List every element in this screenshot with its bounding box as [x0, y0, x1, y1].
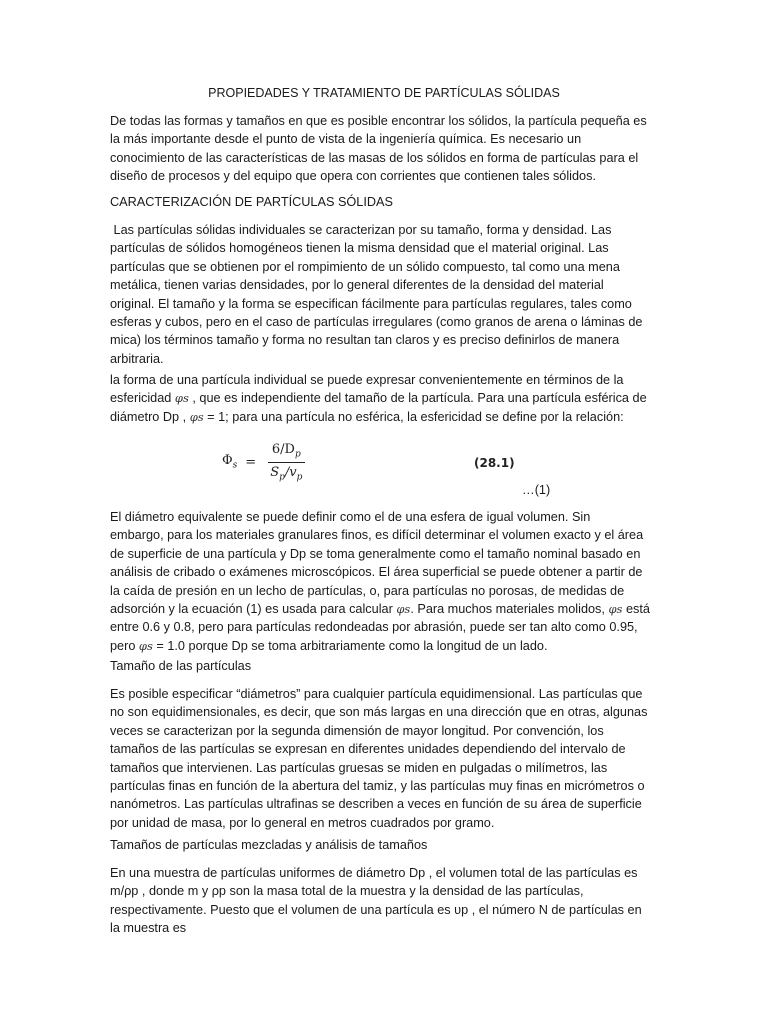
phi-symbol: Φ	[222, 453, 233, 469]
equation-number: (28.1)	[474, 456, 515, 470]
diametro-paragraph	[110, 508, 658, 655]
mezcladas-line: respectivamente. Puesto que el volumen de una partícula es υp , el número N de partículas en	[110, 902, 642, 917]
formula-subscript: s	[232, 460, 238, 471]
caracterizacion-line: esferas y cubos, pero en el caso de partículas irregulares (como granos de arena o láminas de	[110, 315, 643, 330]
mezcladas-paragraph	[110, 864, 658, 938]
diametro-line	[110, 637, 658, 655]
diametro-line: análisis de cribado o exámenes microscópicos. El área superficial se puede obtener a partir de	[110, 565, 643, 580]
text-segment: esfericidad	[110, 391, 175, 406]
tamano-line: partículas finas en función de la abertura del tamiz, y las partículas muy finas en micrómetros o	[110, 779, 645, 794]
sphericity-symbol: φs	[189, 409, 204, 424]
caracterizacion-line: partículas que se obtienen por el rompimiento de un sólido compuesto, tal como una mena	[110, 259, 620, 274]
intro-paragraph	[110, 112, 658, 186]
esfericidad-line: la forma de una partícula individual se puede expresar convenientemente en términos de la	[110, 373, 624, 387]
mezcladas-line: la muestra es	[110, 921, 187, 936]
formula-subscript: p	[294, 449, 301, 460]
caracterizacion-line: metálica, tienen varias densidades, por lo general diferentes de la densidad del material	[110, 278, 604, 293]
tamano-line: veces se caracterizan por la segunda dimensión de mayor longitud. Por convención, los	[110, 723, 604, 738]
heading-mezcladas: Tamaños de partículas mezcladas y análisis de tamaños	[110, 838, 428, 852]
esfericidad-line	[110, 389, 658, 407]
document-title: PROPIEDADES Y TRATAMIENTO DE PARTÍCULAS SÓLIDAS	[208, 86, 560, 100]
caracterizacion-line: arbitraria.	[110, 351, 164, 366]
diametro-line: El diámetro equivalente se puede definir como el de una esfera de igual volumen. Sin	[110, 510, 591, 524]
tamano-line: no son equidimensionales, es decir, que son más largas en una dirección que en otras, algunas	[110, 705, 648, 720]
caracterizacion-line: partículas de sólidos homogéneos tienen la misma densidad que el material original. Las	[110, 241, 609, 256]
diametro-line: embargo, para los materiales granulares finos, es difícil determinar el volumen exacto y el área	[110, 528, 644, 543]
esfericidad-line	[110, 408, 658, 426]
equation-reference: …(1)	[522, 483, 551, 497]
diametro-line: la caída de presión en un lecho de partículas, o, para partículas no porosas, de medidas de	[110, 583, 625, 598]
text-segment: diámetro Dp ,	[110, 409, 190, 424]
tamano-line: nanómetros. Las partículas ultrafinas se describen a veces en función de su área de superficie	[110, 797, 642, 812]
formula-fraction	[266, 442, 306, 482]
text-segment: está	[622, 602, 650, 617]
formula-denominator	[266, 463, 306, 483]
tamano-line: por unidad de masa, por lo general en metros cuadrados por gramo.	[110, 815, 495, 830]
formula-subscript: p	[296, 472, 303, 483]
tamano-line: Es posible especificar “diámetros” para cualquier partícula equidimensional. Las partículas que	[110, 687, 643, 701]
text-segment: , que es independiente del tamaño de la partícula. Para una partícula esférica de	[188, 391, 647, 406]
heading-caracterizacion: CARACTERIZACIÓN DE PARTÍCULAS SÓLIDAS	[110, 195, 393, 209]
formula-subscript: p	[279, 472, 285, 483]
text-segment: = 1; para una partícula no esférica, la esfericidad se define por la relación:	[203, 409, 624, 424]
text-segment: pero	[110, 638, 139, 653]
intro-line: De todas las formas y tamaños en que es posible encontrar los sólidos, la partícula pequeña es	[110, 114, 647, 128]
caracterizacion-line: Las partículas sólidas individuales se caracterizan por su tamaño, forma y densidad. Las	[110, 223, 612, 237]
formula-lhs	[222, 453, 237, 471]
text-segment: . Para muchos materiales molidos,	[410, 602, 609, 617]
diametro-line: de superficie de una partícula y Dp se toma generalmente como el tamaño nominal basado en	[110, 546, 641, 561]
diametro-line: entre 0.6 y 0.8, pero para partículas redondeadas por abrasión, puede ser tan alto como 0.95,	[110, 620, 638, 635]
sphericity-symbol: φs	[608, 602, 623, 617]
numerator-text: 6/D	[271, 442, 295, 457]
intro-line: la más importante desde el punto de vista de la ingeniería química. Es necesario un	[110, 132, 582, 147]
tamano-paragraph	[110, 685, 658, 832]
tamano-line: tamaños de las partículas se expresan en diferentes unidades dependiendo del intervalo de	[110, 742, 626, 757]
tamano-line: tamaños que intervienen. Las partículas gruesas se miden en pulgadas o milímetros, las	[110, 760, 608, 775]
mezcladas-line: m/ρp , donde m y ρp son la masa total de la muestra y la densidad de las partículas,	[110, 884, 584, 899]
caracterizacion-paragraph	[110, 221, 658, 368]
sphericity-symbol: φs	[396, 602, 411, 617]
mezcladas-line: En una muestra de partículas uniformes de diámetro Dp , el volumen total de las partículas es	[110, 866, 638, 880]
diametro-line	[110, 600, 658, 618]
text-segment: adsorción y la ecuación (1) es usada para calcular	[110, 602, 397, 617]
esfericidad-paragraph	[110, 371, 658, 426]
intro-line: diseño de procesos y del equipo que opera con corrientes que contienen tales sólidos.	[110, 169, 596, 184]
denominator-text: S	[270, 464, 280, 480]
caracterizacion-line: mica) los términos tamaño y forma no resultan tan claros y es preciso definirlos de manera	[110, 333, 620, 348]
heading-tamano: Tamaño de las partículas	[110, 659, 252, 673]
denominator-text: /v	[284, 464, 297, 480]
caracterizacion-line: original. El tamaño y la forma se especifican fácilmente para partículas regulares, tales como	[110, 296, 632, 311]
sphericity-formula	[222, 442, 306, 482]
sphericity-symbol: φs	[174, 391, 189, 406]
formula-numerator	[268, 442, 305, 463]
formula-equals: =	[245, 454, 257, 470]
text-segment: = 1.0 porque Dp se toma arbitrariamente como la longitud de un lado.	[152, 638, 548, 653]
sphericity-symbol: φs	[138, 638, 153, 653]
intro-line: conocimiento de las características de las masas de los sólidos en forma de partículas para el	[110, 150, 639, 165]
